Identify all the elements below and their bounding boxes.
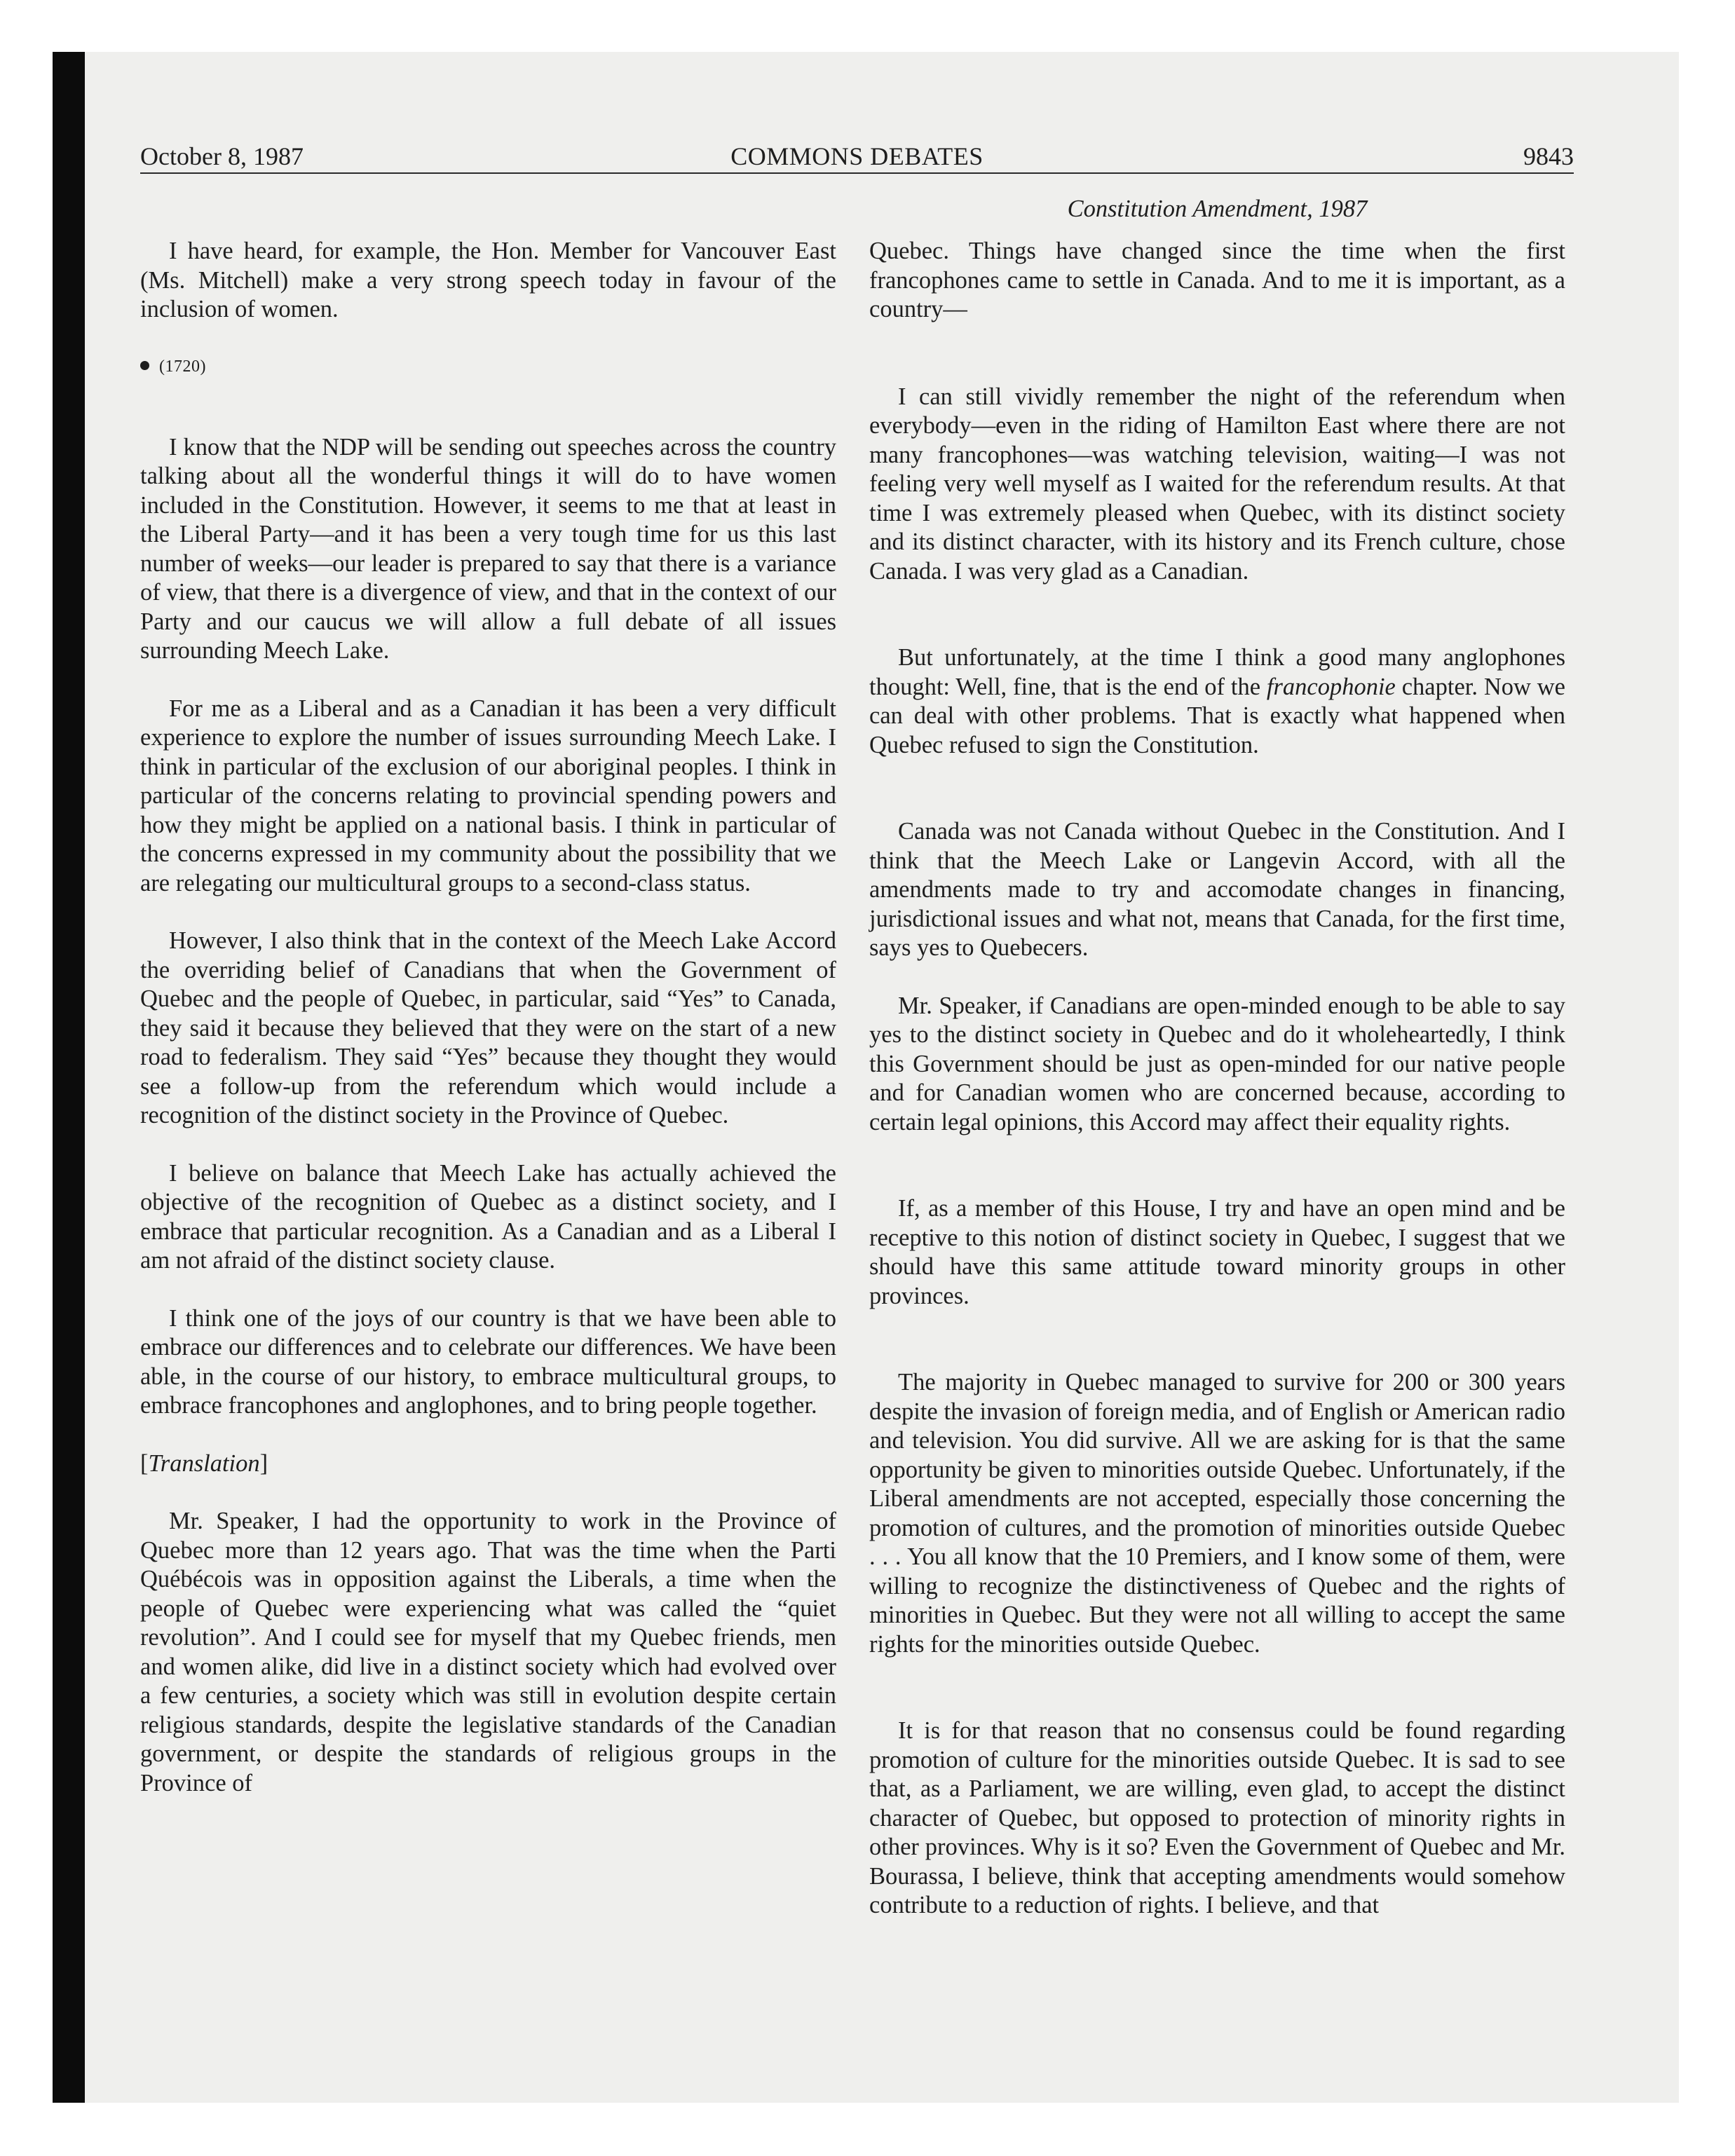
header-title: COMMONS DEBATES: [730, 142, 984, 170]
paragraph: [869, 643, 1565, 760]
paragraph: I think one of the joys of our country is that we have been able to embrace our differences and to celebrate our differences. We have been able, in the course of our history, to embrace multicultural groups, to embrace francophones and anglophones, and to bring people together.: [140, 1304, 836, 1419]
time-marker: [140, 353, 836, 381]
paragraph: I know that the NDP will be sending out speeches across the country talking about all the wonderful things it will do to have women included in the Constitution. However, it seems to me that at least in the Liberal Party—and it has been a very tough time for us this last number of weeks—our leader is prepared to say that there is a variance of view, that there is a divergence of view, and that in the context of our Party and our caucus we will allow a full debate of all issues surrounding Meech Lake.: [140, 433, 836, 664]
italic-term: francophonie: [1266, 673, 1396, 700]
binding-edge: [53, 52, 85, 2103]
paragraph: The majority in Quebec managed to survive for 200 or 300 years despite the invasion of foreign media, and of English or American radio and television. You did survive. All we are asking for is that the same opportunity be given to minorities outside Quebec. Unfortunately, if the Liberal amendments are not accepted, especially those concerning the promotion of cultures, and the promotion of minorities outside Quebec . . . You all know that the 10 Premiers, and I know some of them, were willing to recognize the distinctiveness of Quebec and the rights of minorities in Quebec. But they were not all willing to accept the same rights for the minorities outside Quebec.: [869, 1369, 1565, 1658]
paragraph: It is for that reason that no consensus could be found regarding promotion of culture for the minorities outside Quebec. It is sad to see that, as a Parliament, we are willing, even glad, to accept the distinct character of Quebec, but opposed to protection of minority rights in other provinces. Why is it so? Even the Government of Quebec and Mr. Bourassa, I believe, think that accepting amendments would somehow contribute to a reduction of rights. I believe, and that: [869, 1717, 1565, 1918]
translation-label: [Translation]: [140, 1449, 268, 1477]
translation-word: Translation: [148, 1449, 260, 1477]
paragraph-text: But unfortunately, at the time I think a good many anglophones thought: Well, fine, that is the end of the: [869, 644, 1565, 700]
time-marker-label: (1720): [159, 357, 206, 376]
bullet-icon: [140, 361, 149, 370]
running-head: Constitution Amendment, 1987: [1067, 196, 1368, 222]
left-column: [140, 237, 836, 1827]
header-rule: [140, 172, 1574, 174]
paragraph-continued: Quebec. Things have changed since the time when the first francophones came to settle in Canada. And to me it is important, as a country—: [869, 238, 1565, 322]
header-date: October 8, 1987: [140, 142, 304, 170]
paragraph: However, I also think that in the context of the Meech Lake Accord the overriding belief of Canadians that when the Government of Quebec and the people of Quebec, in particular, said “Yes” to Canada, they said it because they believed that they were on the start of a new road to federalism. They said “Yes” because they thought they would see a follow-up from the referendum which would include a recognition of the distinct society in the Province of Quebec.: [140, 927, 836, 1128]
paragraph: I can still vividly remember the night of the referendum when everybody—even in the riding of Hamilton East where there are not many francophones—was watching television, waiting—I was not feeling very well myself as I waited for the referendum results. At that time I was extremely pleased when Quebec, with its distinct society and its distinct character, with its history and its French culture, chose Canada. I was very glad as a Canadian.: [869, 383, 1565, 585]
paragraph-text: chapter. Now we can deal with other problems. That is exactly what happened when Quebec refused to sign the Constitution.: [869, 673, 1565, 758]
paragraph: I have heard, for example, the Hon. Member for Vancouver East (Ms. Mitchell) make a very strong speech today in favour of the inclusion of women.: [140, 238, 836, 322]
paragraph: Mr. Speaker, I had the opportunity to work in the Province of Quebec more than 12 years ago. That was the time when the Parti Québécois was in opposition against the Liberals, a time when the people of Quebec were experiencing what was called the “quiet revolution”. And I could see for myself that my Quebec friends, men and women alike, did live in a distinct society which had evolved over a few centuries, a society which was still in evolution despite certain religious standards, despite the legislative standards of the Canadian government, or despite the standards of religious groups in the Province of: [140, 1508, 836, 1796]
paragraph: Mr. Speaker, if Canadians are open-minded enough to be able to say yes to the distinct society in Quebec and do it wholeheartedly, I think this Government should be just as open-minded for our native people and for Canadian women who are concerned because, according to certain legal opinions, this Accord may affect their equality rights.: [869, 992, 1565, 1135]
paragraph: For me as a Liberal and as a Canadian it has been a very difficult experience to explore the number of issues surrounding Meech Lake. I think in particular of the exclusion of our aboriginal peoples. I think in particular of the concerns relating to provincial spending powers and how they might be applied on a national basis. I think in particular of the concerns expressed in my community about the possibility that we are relegating our multicultural groups to a second-class status.: [140, 695, 836, 896]
page-header: [140, 139, 1574, 174]
paragraph: I believe on balance that Meech Lake has actually achieved the objective of the recognition of Quebec as a distinct society, and I embrace that particular recognition. As a Canadian and as a Liberal I am not afraid of the distinct society clause.: [140, 1159, 836, 1274]
right-column: [869, 237, 1565, 1949]
paragraph: If, as a member of this House, I try and have an open mind and be receptive to this notion of distinct society in Quebec, I suggest that we should have this same attitude toward minority groups in other provinces.: [869, 1195, 1565, 1309]
paragraph: Canada was not Canada without Quebec in the Constitution. And I think that the Meech Lake or Langevin Accord, with all the amendments made to try and accomodate changes in financing, jurisdictional issues and what not, means that Canada, for the first time, says yes to Quebecers.: [869, 818, 1565, 961]
header-page-number: 9843: [1523, 142, 1574, 170]
